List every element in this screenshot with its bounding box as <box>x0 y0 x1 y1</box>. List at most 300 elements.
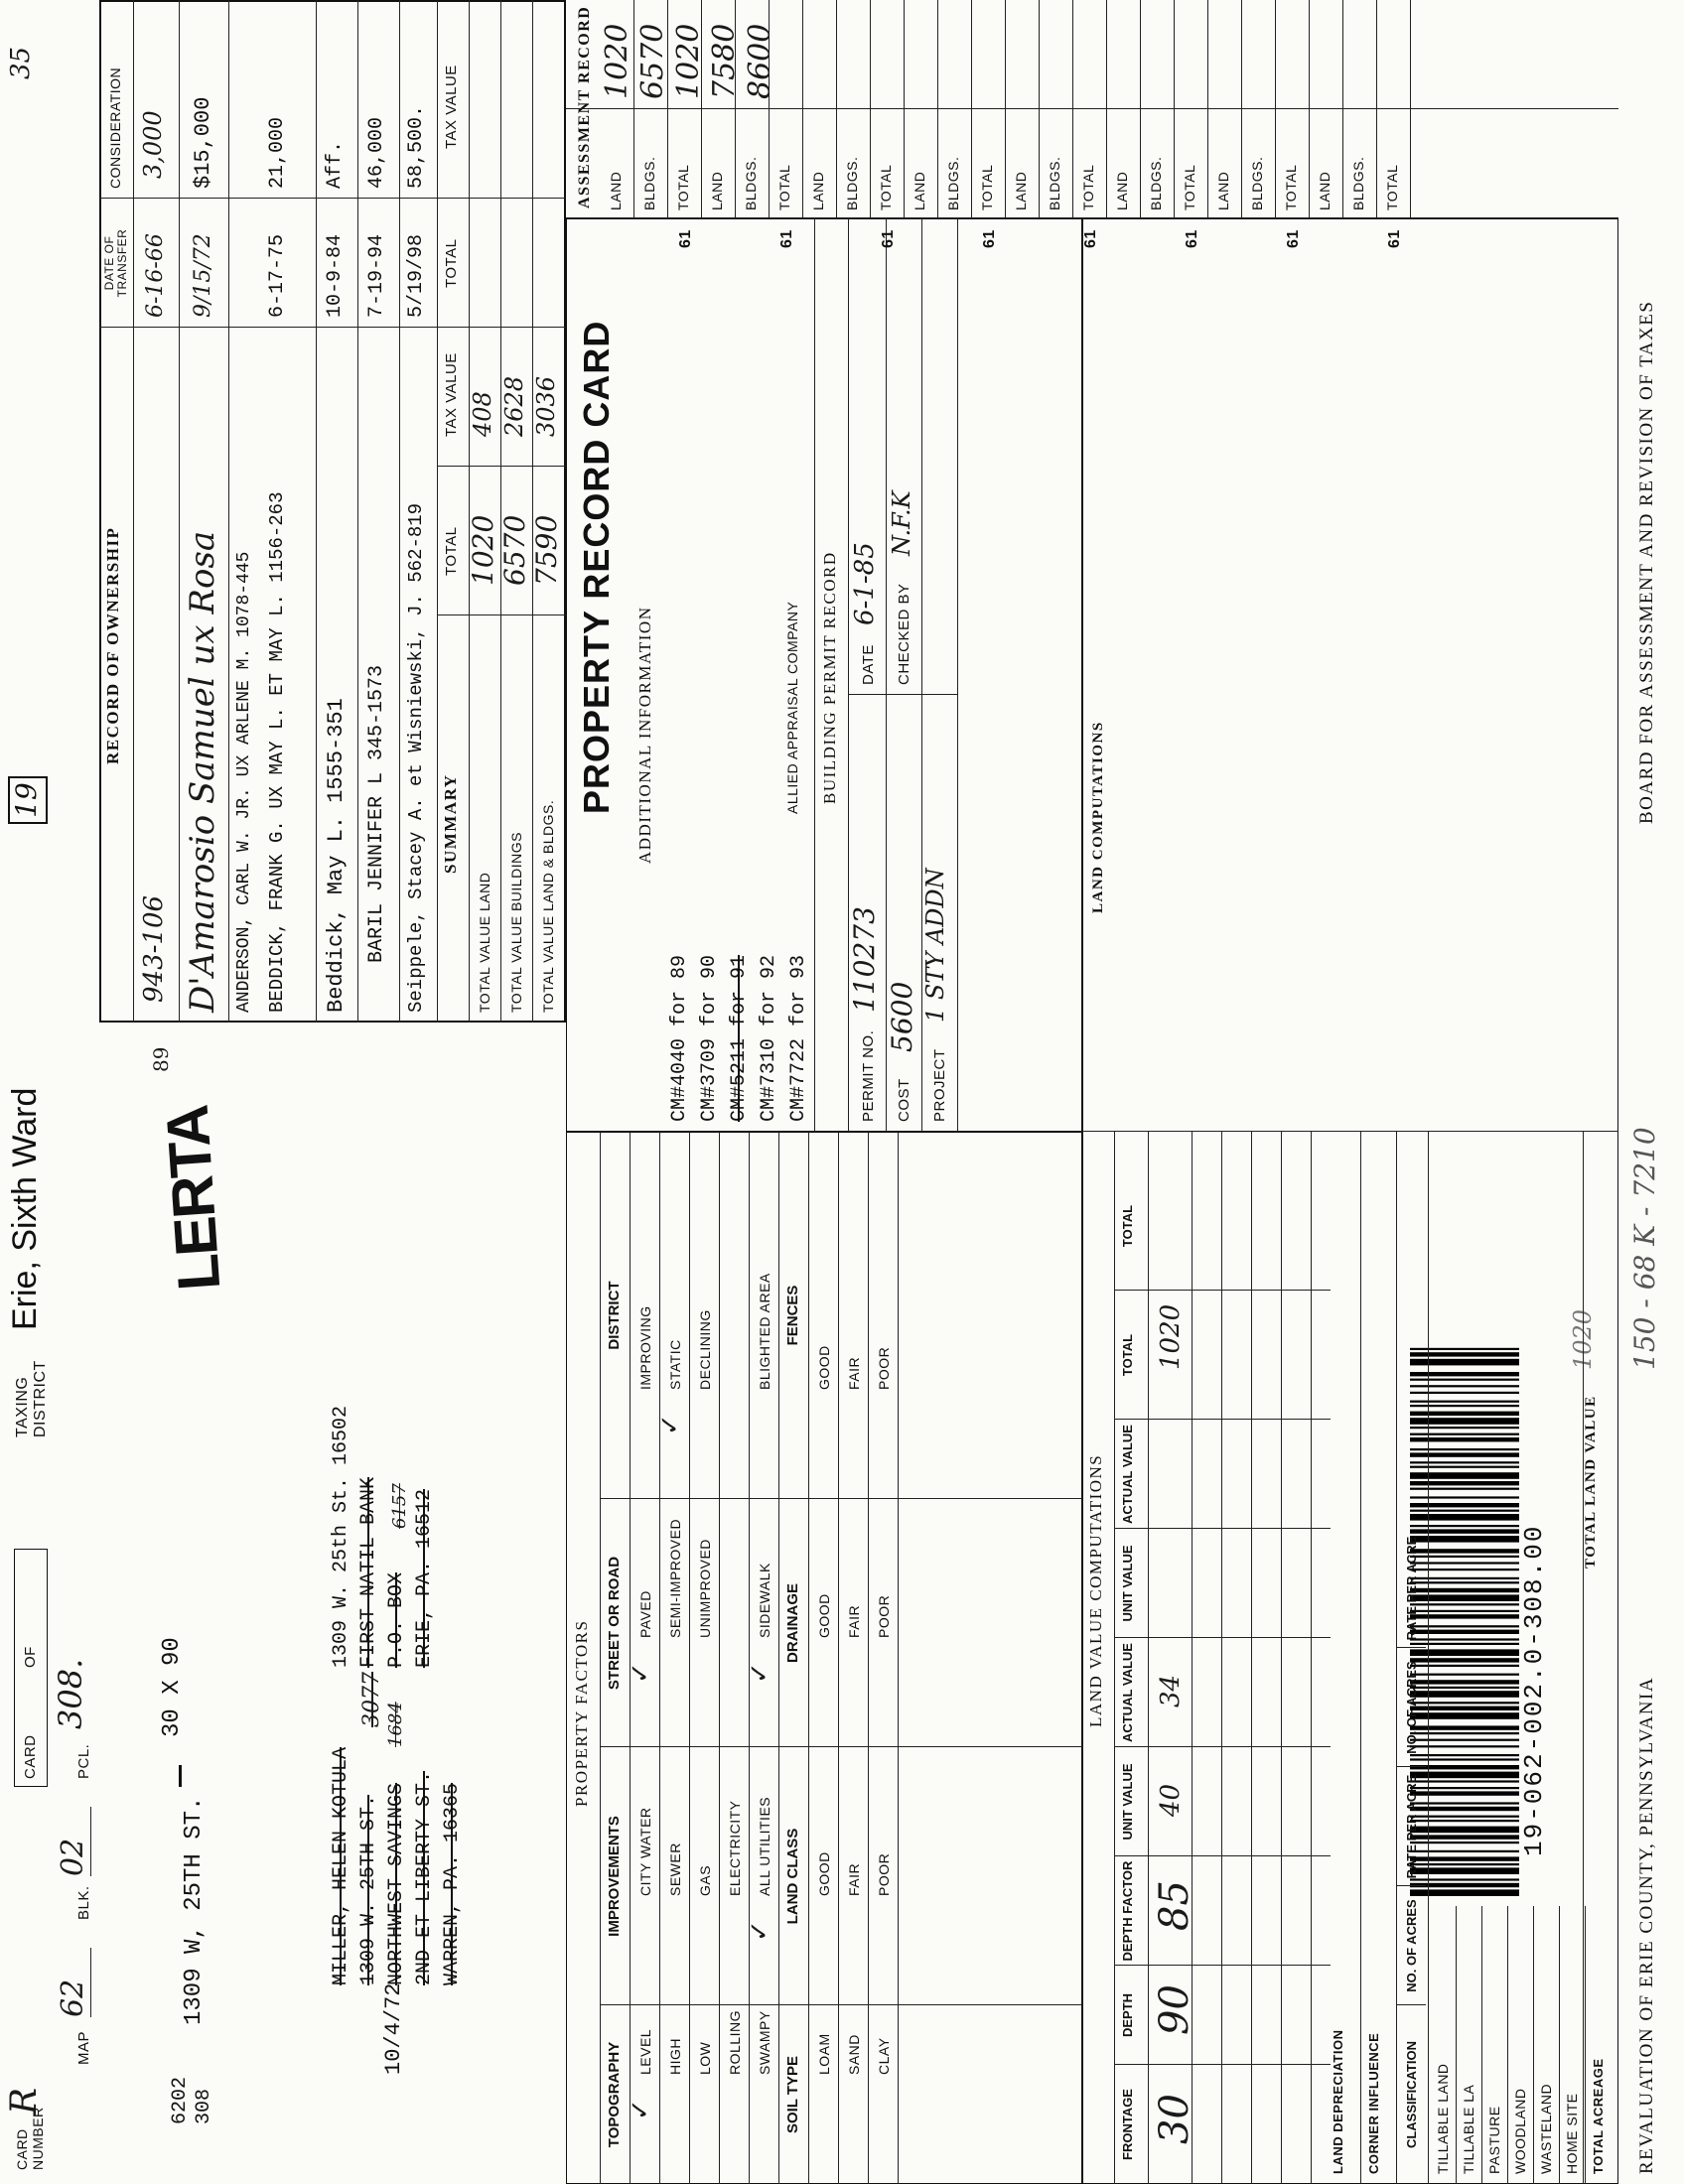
assessment-value: 8600 <box>743 23 777 99</box>
rule <box>1396 1132 1397 2184</box>
factor-item: FAIR <box>846 1604 862 1638</box>
owner-row: 943-106 <box>139 894 169 1003</box>
barcode-bar <box>1410 1883 1519 1887</box>
barcode-bar <box>1410 1706 1519 1710</box>
rule <box>904 0 905 218</box>
barcode-bar <box>1410 1569 1519 1570</box>
factor-item: LOW <box>697 2041 713 2075</box>
rule <box>500 0 501 1023</box>
barcode-bar <box>1410 1514 1519 1521</box>
barcode-bar <box>1410 1405 1519 1407</box>
new-owner-line: FIRST NATIL BANK <box>357 1476 380 1668</box>
rule <box>1396 1766 1426 1767</box>
rule <box>802 0 803 218</box>
cm-line: CM#5211 for 91 <box>728 954 751 1122</box>
rule <box>437 0 438 1023</box>
blk-value: 02 <box>56 1807 91 1876</box>
rule <box>1106 0 1107 218</box>
building-permit-title: BUILDING PERMIT RECORD <box>820 551 839 804</box>
rule <box>848 694 957 695</box>
permit-date-value: 6-1-85 <box>850 542 880 625</box>
barcode-bar <box>1410 1614 1519 1618</box>
barcode-bar <box>1410 1503 1519 1507</box>
consideration-header: CONSIDERATION <box>107 67 123 189</box>
owner-row: Beddick, May L. 1555-351 <box>324 698 349 1013</box>
footer-right: BOARD FOR ASSESSMENT AND REVISION OF TAXES <box>1636 300 1657 824</box>
assessment-row-label: BLDGS. <box>1047 156 1062 210</box>
barcode-bar <box>1410 1680 1519 1684</box>
actual-value-value: 34 <box>1156 1674 1186 1707</box>
factor-item: FAIR <box>846 1862 862 1896</box>
assessment-row-label: TOTAL <box>1182 164 1197 210</box>
barcode-bar <box>1410 1452 1519 1456</box>
barcode-bar <box>1410 1649 1519 1656</box>
acre-col-header: RATE PER ACRE <box>1404 1774 1419 1879</box>
rule <box>957 218 958 1132</box>
assessment-value: 1020 <box>671 23 706 99</box>
rule <box>1428 1132 1429 2184</box>
rule <box>600 1746 1082 1747</box>
factor-item: PAVED <box>637 1590 653 1638</box>
assessment-year: 61 <box>981 229 998 248</box>
property-factors-title: PROPERTY FACTORS <box>572 1619 591 1807</box>
assessment-year: 61 <box>1285 229 1302 248</box>
rule <box>1396 1885 1426 1886</box>
rule <box>1174 0 1175 218</box>
rule <box>532 0 533 1023</box>
assessment-row-label: LAND <box>709 171 725 210</box>
owner-date: 10-9-84 <box>324 233 347 318</box>
barcode-bar <box>1410 1863 1519 1865</box>
rule <box>357 0 358 1023</box>
barcode-bar <box>1410 1702 1519 1704</box>
permit-label: PERMIT NO. <box>860 1029 877 1122</box>
assessment-row-label: BLDGS. <box>1350 156 1366 210</box>
owner-consideration: $15,000 <box>191 96 215 189</box>
barcode-bar <box>1410 1638 1519 1640</box>
rule <box>316 0 317 1023</box>
old-owner-line: NORTHWEST SAVINGS <box>385 1782 408 1985</box>
project-label: PROJECT <box>931 1048 948 1122</box>
assessment-row-label: BLDGS. <box>945 156 961 210</box>
rule <box>469 0 470 1023</box>
footer-handwritten: 150 - 68 K - 7210 <box>1628 1127 1661 1370</box>
barcode-bar <box>1410 1754 1519 1756</box>
barcode-bar <box>1410 1765 1519 1769</box>
owner-date: 6-16-66 <box>143 233 168 318</box>
rule <box>971 0 972 218</box>
barcode-bar <box>1410 1359 1519 1366</box>
check-mark: ✓ <box>745 1920 774 1942</box>
cm-line: CM#7310 for 92 <box>758 954 780 1122</box>
barcode-bar <box>1410 1665 1519 1667</box>
factor-item: CLAY <box>876 2037 892 2075</box>
rule <box>600 2004 1082 2005</box>
rule <box>1072 0 1073 218</box>
card-number-value: R <box>4 2087 45 2115</box>
previous-owner-block <box>328 1747 467 1985</box>
barcode-bar <box>1410 1835 1519 1839</box>
barcode-bar <box>1410 1392 1519 1394</box>
owner-consideration: 21,000 <box>266 116 289 189</box>
rule <box>1082 1131 1618 1132</box>
rule <box>1241 0 1242 218</box>
rule <box>1410 0 1411 218</box>
assessment-row-label: TOTAL <box>979 164 995 210</box>
date-note: 10/4/72 <box>381 1982 406 2075</box>
barcode-bar <box>1410 1889 1519 1896</box>
assessment-row-label: LAND <box>1114 171 1130 210</box>
assessment-row-label: BLDGS. <box>844 156 860 210</box>
barcode-bar <box>1410 1562 1519 1564</box>
rule <box>437 614 566 615</box>
rule <box>749 1132 750 2184</box>
check-mark: ✓ <box>655 1414 685 1435</box>
barcode-bar <box>1410 1481 1519 1485</box>
rule <box>667 0 668 218</box>
assessment-row-label: LAND <box>810 171 826 210</box>
rule <box>689 1132 690 2184</box>
factor-item: HIGH <box>667 2038 683 2075</box>
factor-header: DRAINAGE <box>784 1583 801 1664</box>
acre-class: TILLABLE LAND <box>1435 2063 1451 2174</box>
land-col-header: ACTUAL VALUE <box>1120 1643 1135 1742</box>
summary-title: SUMMARY <box>441 773 460 874</box>
property-address: 1309 W, 25TH ST. <box>181 1796 208 2025</box>
assessment-value: 6570 <box>635 23 670 99</box>
rule <box>99 327 566 328</box>
factor-header: TOPOGRAPHY <box>606 2041 623 2148</box>
rule <box>179 0 180 1023</box>
handwritten-struck: 1684 <box>385 1702 406 1747</box>
factor-header: LAND CLASS <box>784 1828 801 1925</box>
factor-item: POOR <box>876 1852 892 1896</box>
assessment-row-label: LAND <box>1215 171 1231 210</box>
factor-item: STATIC <box>667 1339 683 1390</box>
rule <box>814 218 815 1132</box>
owner-consideration: 58,500. <box>405 104 428 189</box>
rule <box>566 108 1618 109</box>
owner-row: BEDDICK, FRANK G. UX MAY L. ET MAY L. 1156-263 <box>266 491 288 1013</box>
check-mark: ✓ <box>626 1662 655 1684</box>
summary-total: 1020 <box>467 514 499 586</box>
rule <box>1114 1746 1331 1747</box>
summary-total-header: TOTAL <box>443 526 460 576</box>
rule <box>1396 1647 1426 1648</box>
rule <box>1114 1290 1331 1291</box>
new-owner-line: 1309 W. 25th St. 16502 <box>330 1405 352 1668</box>
factor-header: IMPROVEMENTS <box>606 1816 623 1937</box>
assessment-row-label: TOTAL <box>675 164 691 210</box>
barcode-bar <box>1410 1842 1519 1843</box>
owner-date: 6-17-75 <box>266 233 289 318</box>
rule <box>1281 1132 1282 2184</box>
barcode-bar <box>1410 1496 1519 1498</box>
assessment-row-label: BLDGS. <box>1148 156 1164 210</box>
owner-row: ANDERSON, CARL W. JR. UX ARLENE M. 1078-445 <box>234 551 254 1013</box>
barcode-bar <box>1410 1791 1519 1795</box>
assessment-value: 1020 <box>600 23 634 99</box>
owner-row: D'Amarosio Samuel ux Rosa <box>183 530 222 1013</box>
factor-item: IMPROVING <box>637 1305 653 1390</box>
owner-consideration: 46,000 <box>365 116 388 189</box>
code-line: 6202 <box>169 2076 192 2124</box>
factor-item: LOAM <box>816 2033 832 2075</box>
total-land-value: TOTAL LAND VALUE <box>1583 1395 1599 1569</box>
acre-class: PASTURE <box>1486 2106 1502 2174</box>
rule <box>898 1132 899 2184</box>
barcode-bar <box>1410 1488 1519 1490</box>
owner-consideration: 3,000 <box>139 110 167 179</box>
page-number: 19 <box>8 776 48 824</box>
barcode-bar <box>1410 1725 1519 1729</box>
rule <box>1311 1132 1312 2184</box>
barcode-bar <box>1410 1577 1519 1579</box>
barcode-bar <box>1410 1802 1519 1804</box>
factor-item: SAND <box>846 2034 862 2075</box>
assessment-year: 61 <box>1386 229 1403 248</box>
factor-header: SOIL TYPE <box>784 2055 801 2134</box>
factor-item: SEMI-IMPROVED <box>667 1518 683 1638</box>
rule <box>1114 1965 1331 1966</box>
rule <box>399 0 400 1023</box>
barcode-bar <box>1410 1630 1519 1634</box>
appraisal-company: ALLIED APPRAISAL COMPANY <box>784 601 800 814</box>
barcode-bar <box>1410 1529 1519 1533</box>
frontage-value: 30 <box>1152 2094 1197 2144</box>
old-owner-line: 1309 W. 25TH ST. <box>357 1794 380 1985</box>
barcode-bar <box>1410 1850 1519 1852</box>
rule <box>1114 1637 1331 1638</box>
summary-tax: 2628 <box>500 375 528 437</box>
assessment-row-label: BLDGS. <box>641 156 657 210</box>
summary-label: TOTAL VALUE LAND <box>477 872 492 1013</box>
rule <box>1251 1132 1252 2184</box>
barcode-bar <box>1410 1594 1519 1601</box>
rule <box>1140 0 1141 218</box>
factor-item: SWAMPY <box>757 2010 772 2075</box>
factor-header: STREET OR ROAD <box>606 1556 623 1691</box>
rule <box>1376 0 1377 218</box>
factor-item: DECLINING <box>697 1309 713 1390</box>
barcode-number: 19-062-002.0-308.00 <box>1519 1524 1549 1856</box>
land-col-header: UNIT VALUE <box>1120 1545 1135 1622</box>
code-line: 308 <box>193 2088 215 2124</box>
factor-item: SEWER <box>667 1843 683 1896</box>
barcode-bar <box>1410 1816 1519 1818</box>
barcode-bar <box>1410 1472 1519 1479</box>
assessment-row-label: TOTAL <box>1283 164 1299 210</box>
assessment-row-label: TOTAL <box>878 164 894 210</box>
factor-item: GAS <box>697 1864 713 1896</box>
assessment-row-label: LAND <box>912 171 927 210</box>
property-dimensions: 30 X 90 <box>159 1637 186 1737</box>
land-col-header: UNIT VALUE <box>1120 1763 1135 1841</box>
date-of-transfer-header: DATE OF TRANSFER <box>102 228 129 298</box>
barcode-bar <box>1410 1401 1519 1403</box>
land-col-header: ACTUAL VALUE <box>1120 1425 1135 1524</box>
barcode-bar <box>1410 1433 1519 1435</box>
land-col-header: DEPTH <box>1120 1992 1135 2038</box>
rule <box>99 198 566 199</box>
barcode-bar <box>1410 1878 1519 1880</box>
rule <box>870 0 871 218</box>
factor-item: POOR <box>876 1346 892 1390</box>
factor-header: DISTRICT <box>606 1281 623 1350</box>
land-col-header: FRONTAGE <box>1120 2089 1135 2160</box>
factor-item: ELECTRICITY <box>727 1800 743 1896</box>
rule <box>1114 1419 1331 1420</box>
checked-value: N.F.K <box>888 490 915 556</box>
barcode-bar <box>1410 1820 1519 1822</box>
cm-line: CM#3709 for 90 <box>698 954 721 1122</box>
acre-col-header: RATE PER ACRE <box>1404 1536 1419 1641</box>
right-total-header: TOTAL <box>443 238 460 288</box>
barcode-bar <box>1410 1758 1519 1760</box>
factor-item: CITY WATER <box>637 1807 653 1896</box>
assessment-year: 61 <box>1082 229 1099 248</box>
rule <box>1005 0 1006 218</box>
owner-date: 5/19/98 <box>405 233 428 318</box>
old-owner-line: MILLER, HELEN KOTULA <box>330 1746 352 1985</box>
cm-line: CM#7722 for 93 <box>787 954 810 1122</box>
factor-item: POOR <box>876 1594 892 1638</box>
barcode-bar <box>1410 1658 1519 1662</box>
barcode-bar <box>1410 1448 1519 1450</box>
rule <box>735 0 736 218</box>
corner-note: 35 <box>6 46 36 79</box>
cost-value: 5600 <box>886 981 918 1052</box>
barcode-bar <box>1410 1643 1519 1645</box>
land-col-header: TOTAL <box>1120 1333 1135 1377</box>
summary-total: 6570 <box>498 514 531 586</box>
rule <box>1342 0 1343 218</box>
barcode-bar <box>1410 1525 1519 1527</box>
rule <box>1114 1855 1331 1856</box>
owner-row: BARIL JENNIFER L 345-1573 <box>365 664 388 963</box>
handwritten-struck: 6157 <box>389 1483 410 1529</box>
barcode-bar <box>1410 1712 1519 1719</box>
rule <box>1507 1906 1508 2184</box>
rule <box>868 1132 869 2184</box>
barcode-bar <box>1410 1556 1519 1558</box>
rule <box>1533 1906 1534 2184</box>
rule <box>1309 0 1310 218</box>
assessment-value: 7580 <box>707 23 742 99</box>
old-owner-line: WARREN, PA. 16365 <box>441 1782 464 1985</box>
acre-class: HOME SITE <box>1564 2093 1580 2174</box>
checked-label: CHECKED BY <box>896 583 912 685</box>
right-tax-header: TAX VALUE <box>443 65 460 149</box>
permit-value: 110273 <box>848 906 881 1013</box>
rule <box>630 1132 631 2184</box>
barcode-bar <box>1410 1549 1519 1553</box>
lerta-year: 89 <box>149 1046 173 1072</box>
project-value: 1 STY ADDN <box>921 868 949 1023</box>
depth-factor-value: 85 <box>1152 1880 1197 1931</box>
additional-info-title: ADDITIONAL INFORMATION <box>635 606 654 864</box>
barcode-bar <box>1410 1674 1519 1676</box>
owner-date: 9/15/72 <box>191 233 215 318</box>
barcode-bar <box>1410 1625 1519 1627</box>
owner-row: Seippele, Stacey A. et Wisniewski, J. 562-819 <box>405 502 427 1013</box>
barcode-bar <box>1410 1412 1519 1416</box>
barcode-bar <box>1410 1437 1519 1441</box>
summary-tax-header: TAX VALUE <box>443 352 460 437</box>
land-col-header: DEPTH FACTOR <box>1120 1860 1135 1962</box>
factor-item: ROLLING <box>727 2010 743 2075</box>
district-name: Erie, Sixth Ward <box>6 1087 44 1330</box>
barcode-bar <box>1410 1510 1519 1512</box>
rule <box>778 1132 779 2184</box>
factor-header: FENCES <box>784 1285 801 1346</box>
rule <box>600 1498 1082 1499</box>
new-owner-line: ERIE, PA. 16512 <box>413 1488 436 1668</box>
rule <box>1583 1132 1584 2184</box>
assessment-row-label: LAND <box>1013 171 1029 210</box>
barcode-bar <box>1410 1352 1519 1356</box>
acre-col-header: NO. OF ACRES <box>1404 1661 1419 1754</box>
factor-item: FAIR <box>846 1356 862 1390</box>
rule <box>808 1132 809 2184</box>
pcl-value: 308. <box>52 1658 89 1729</box>
barcode-bar <box>1410 1603 1519 1605</box>
barcode-bar <box>1410 1385 1519 1387</box>
rule <box>1114 2064 1331 2065</box>
cost-label: COST <box>896 1078 912 1122</box>
rule <box>1148 1132 1149 2184</box>
rule <box>633 0 634 218</box>
barcode-bar <box>1410 1379 1519 1381</box>
assessment-row-label: BLDGS. <box>1249 156 1265 210</box>
assessment-row-label: BLDGS. <box>743 156 759 210</box>
rule <box>1207 0 1208 218</box>
barcode-bar <box>1410 1372 1519 1376</box>
land-depreciation: LAND DEPRECIATION <box>1331 2029 1345 2174</box>
barcode-bar <box>1410 1687 1519 1689</box>
rule <box>1481 1906 1482 2184</box>
rule <box>1192 1132 1193 2184</box>
summary-label: TOTAL VALUE BUILDINGS <box>508 832 524 1013</box>
rule <box>937 0 938 218</box>
dash-mark <box>179 1765 182 1787</box>
corner-influence: CORNER INFLUENCE <box>1366 2032 1381 2174</box>
map-label: MAP <box>75 2030 92 2065</box>
rule <box>1360 1132 1361 2184</box>
handwritten-struck: 3077 <box>359 1672 384 1727</box>
lerta-stamp: LERTA <box>153 1104 233 1294</box>
barcode-bar <box>1410 1739 1519 1741</box>
rule <box>1456 1906 1457 2184</box>
rule <box>719 1132 720 2184</box>
check-mark: ✓ <box>745 1662 774 1684</box>
summary-tax: 3036 <box>532 375 560 437</box>
blk-label: BLK. <box>75 1885 92 1920</box>
assessment-year: 61 <box>677 229 694 248</box>
property-factors <box>566 1132 1082 2184</box>
footer-left: REVALUATION OF ERIE COUNTY, PENNSYLVANIA <box>1636 1676 1657 2174</box>
map-value: 62 <box>56 1948 91 2017</box>
land-computations: LAND COMPUTATIONS <box>1090 721 1106 913</box>
summary-label: TOTAL VALUE LAND & BLDGS. <box>540 799 556 1013</box>
total-acreage: TOTAL ACREAGE <box>1591 2058 1606 2174</box>
factor-item: GOOD <box>816 1345 832 1390</box>
old-owner-line: 2ND ET LIBERTY ST. <box>413 1770 436 1985</box>
assessment-title: ASSESSMENT RECORD <box>576 5 593 208</box>
barcode-bar <box>1410 1588 1519 1592</box>
barcode-bar <box>1410 1691 1519 1698</box>
factor-item: LEVEL <box>637 2028 653 2075</box>
